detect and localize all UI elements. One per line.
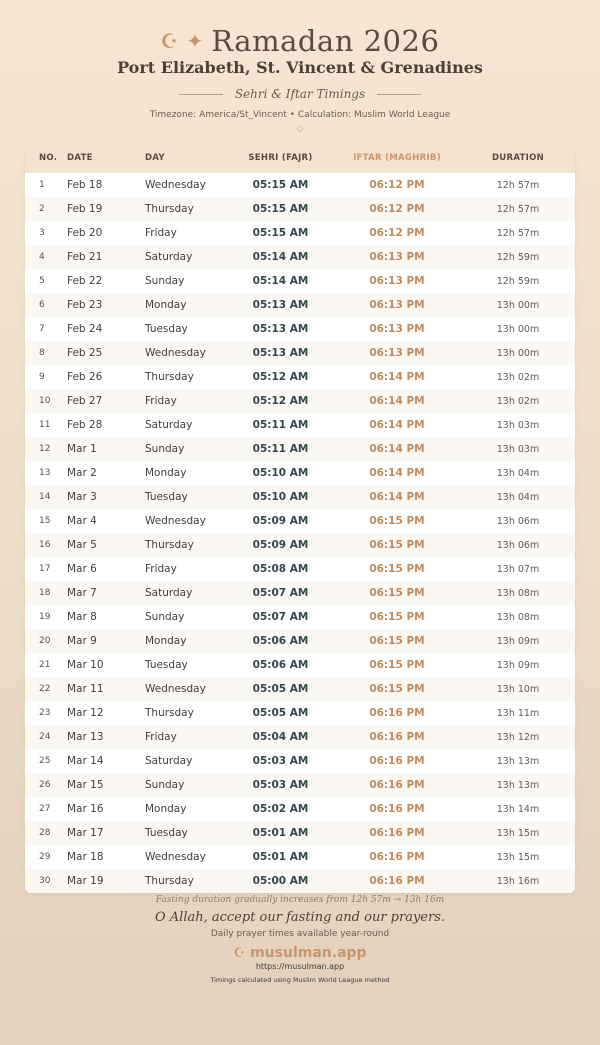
row-iftar-time: 06:13 PM [369, 347, 425, 359]
table-row [25, 221, 575, 245]
row-number: 4 [39, 252, 45, 262]
row-day: Wednesday [145, 515, 206, 527]
row-sehri-time: 05:08 AM [252, 563, 309, 575]
row-sehri-time: 05:00 AM [252, 875, 309, 887]
row-sehri-time: 05:04 AM [252, 731, 309, 743]
row-duration: 13h 09m [496, 659, 540, 671]
row-duration: 13h 00m [496, 299, 540, 311]
row-iftar-time: 06:16 PM [369, 803, 425, 815]
row-day: Wednesday [145, 683, 206, 695]
table-row [25, 797, 575, 821]
table-row [25, 629, 575, 653]
page-header [0, 0, 600, 134]
row-duration: 13h 16m [496, 875, 540, 887]
location-title: Port Elizabeth, St. Vincent & Grenadines [117, 58, 483, 77]
duration-note: Fasting duration gradually increases from 12h 57m → 13h 16m [155, 895, 445, 905]
table-row [25, 173, 575, 197]
row-day: Monday [145, 467, 187, 479]
row-number: 5 [39, 276, 45, 286]
row-duration: 12h 57m [496, 179, 540, 191]
row-duration: 13h 09m [496, 635, 540, 647]
crescent-logo-icon: ☪ [233, 945, 246, 961]
row-sehri-time: 05:15 AM [252, 203, 309, 215]
row-number: 26 [39, 780, 51, 790]
table-row [25, 773, 575, 797]
row-day: Thursday [145, 371, 194, 383]
table-body [25, 173, 575, 893]
brand-row [0, 945, 600, 961]
timezone-meta: Timezone: America/St_Vincent • Calculation: Muslim World League [149, 110, 451, 120]
row-sehri-time: 05:11 AM [252, 419, 309, 431]
table-row [25, 317, 575, 341]
row-duration: 13h 03m [496, 443, 540, 455]
row-date: Feb 26 [67, 371, 103, 383]
row-date: Mar 4 [67, 515, 97, 527]
table-row [25, 509, 575, 533]
row-date: Mar 13 [67, 731, 104, 743]
table-row [25, 557, 575, 581]
column-header-iftar: IFTAR (MAGHRIB) [353, 153, 441, 163]
row-iftar-time: 06:14 PM [369, 491, 425, 503]
row-number: 22 [39, 684, 51, 694]
row-sehri-time: 05:13 AM [252, 323, 309, 335]
brand-url[interactable]: https://musulman.app [255, 962, 345, 971]
row-sehri-time: 05:15 AM [252, 179, 309, 191]
table-row [25, 869, 575, 893]
row-duration: 13h 11m [496, 707, 540, 719]
star-icon: ✦ [186, 29, 204, 53]
table-row [25, 749, 575, 773]
row-date: Feb 23 [67, 299, 103, 311]
column-header-no: NO. [39, 153, 58, 163]
row-iftar-time: 06:16 PM [369, 731, 425, 743]
row-date: Feb 25 [67, 347, 103, 359]
brand-name: musulman.app [250, 945, 367, 961]
row-iftar-time: 06:15 PM [369, 635, 425, 647]
row-date: Mar 14 [67, 755, 104, 767]
row-date: Mar 18 [67, 851, 104, 863]
row-sehri-time: 05:07 AM [252, 611, 309, 623]
row-iftar-time: 06:14 PM [369, 419, 425, 431]
row-date: Mar 6 [67, 563, 97, 575]
prayer-text: O Allah, accept our fasting and our prayers. [154, 910, 446, 925]
row-number: 7 [39, 324, 45, 334]
row-day: Wednesday [145, 179, 206, 191]
row-day: Saturday [145, 251, 193, 263]
row-number: 11 [39, 420, 51, 430]
row-number: 24 [39, 732, 51, 742]
row-number: 18 [39, 588, 51, 598]
row-number: 15 [39, 516, 51, 526]
row-sehri-time: 05:15 AM [252, 227, 309, 239]
row-number: 6 [39, 300, 45, 310]
table-row [25, 821, 575, 845]
row-duration: 13h 12m [496, 731, 540, 743]
row-sehri-time: 05:07 AM [252, 587, 309, 599]
row-day: Monday [145, 803, 187, 815]
row-sehri-time: 05:13 AM [252, 347, 309, 359]
row-day: Tuesday [145, 827, 188, 839]
row-iftar-time: 06:16 PM [369, 779, 425, 791]
row-sehri-time: 05:13 AM [252, 299, 309, 311]
row-number: 29 [39, 852, 51, 862]
row-duration: 13h 04m [496, 491, 540, 503]
row-iftar-time: 06:15 PM [369, 611, 425, 623]
row-iftar-time: 06:15 PM [369, 563, 425, 575]
row-sehri-time: 05:12 AM [252, 395, 309, 407]
row-iftar-time: 06:12 PM [369, 227, 425, 239]
row-date: Mar 15 [67, 779, 104, 791]
column-header-day: DAY [145, 153, 165, 163]
diamond-icon: ◇ [296, 124, 304, 134]
row-duration: 13h 15m [496, 851, 540, 863]
row-number: 21 [39, 660, 51, 670]
crescent-icon: ☪ [160, 29, 179, 53]
row-iftar-time: 06:14 PM [369, 395, 425, 407]
table-row [25, 413, 575, 437]
row-day: Friday [145, 563, 177, 575]
row-day: Wednesday [145, 347, 206, 359]
row-iftar-time: 06:14 PM [369, 467, 425, 479]
row-number: 20 [39, 636, 51, 646]
row-iftar-time: 06:13 PM [369, 275, 425, 287]
row-sehri-time: 05:05 AM [252, 683, 309, 695]
row-day: Thursday [145, 875, 194, 887]
page-title: Ramadan 2026 [211, 24, 440, 58]
table-row [25, 725, 575, 749]
left-divider [179, 94, 223, 95]
table-row [25, 269, 575, 293]
row-sehri-time: 05:02 AM [252, 803, 309, 815]
row-date: Feb 21 [67, 251, 103, 263]
row-day: Saturday [145, 587, 193, 599]
row-duration: 13h 08m [496, 587, 540, 599]
row-date: Feb 18 [67, 179, 103, 191]
row-iftar-time: 06:14 PM [369, 443, 425, 455]
table-row [25, 533, 575, 557]
row-day: Sunday [145, 779, 185, 791]
row-sehri-time: 05:03 AM [252, 755, 309, 767]
row-iftar-time: 06:12 PM [369, 179, 425, 191]
row-day: Tuesday [145, 659, 188, 671]
row-sehri-time: 05:14 AM [252, 275, 309, 287]
row-day: Monday [145, 635, 187, 647]
row-iftar-time: 06:13 PM [369, 251, 425, 263]
table-row [25, 197, 575, 221]
title-row [0, 24, 600, 58]
table-row [25, 677, 575, 701]
row-day: Saturday [145, 755, 193, 767]
row-number: 25 [39, 756, 51, 766]
row-date: Mar 19 [67, 875, 104, 887]
table-row [25, 485, 575, 509]
row-date: Mar 2 [67, 467, 97, 479]
row-date: Feb 19 [67, 203, 103, 215]
row-day: Friday [145, 227, 177, 239]
row-number: 10 [39, 396, 51, 406]
row-iftar-time: 06:12 PM [369, 203, 425, 215]
row-iftar-time: 06:15 PM [369, 587, 425, 599]
row-iftar-time: 06:16 PM [369, 827, 425, 839]
row-date: Mar 1 [67, 443, 97, 455]
row-date: Mar 9 [67, 635, 97, 647]
row-sehri-time: 05:03 AM [252, 779, 309, 791]
row-duration: 12h 59m [496, 275, 540, 287]
row-duration: 13h 02m [496, 395, 540, 407]
row-sehri-time: 05:14 AM [252, 251, 309, 263]
row-date: Feb 20 [67, 227, 103, 239]
row-sehri-time: 05:06 AM [252, 635, 309, 647]
row-duration: 13h 02m [496, 371, 540, 383]
row-iftar-time: 06:13 PM [369, 323, 425, 335]
row-iftar-time: 06:16 PM [369, 851, 425, 863]
subtitle: Sehri & Iftar Timings [234, 87, 366, 101]
row-number: 13 [39, 468, 51, 478]
row-date: Feb 24 [67, 323, 103, 335]
row-sehri-time: 05:01 AM [252, 851, 309, 863]
row-duration: 12h 59m [496, 251, 540, 263]
row-duration: 13h 04m [496, 467, 540, 479]
row-duration: 13h 06m [496, 539, 540, 551]
row-day: Thursday [145, 203, 194, 215]
row-date: Mar 8 [67, 611, 97, 623]
row-number: 23 [39, 708, 51, 718]
row-sehri-time: 05:09 AM [252, 539, 309, 551]
table-row [25, 701, 575, 725]
row-day: Tuesday [145, 323, 188, 335]
row-duration: 13h 07m [496, 563, 540, 575]
row-number: 8 [39, 348, 45, 358]
row-duration: 13h 13m [496, 755, 540, 767]
table-row [25, 605, 575, 629]
row-duration: 13h 06m [496, 515, 540, 527]
row-number: 28 [39, 828, 51, 838]
table-row [25, 845, 575, 869]
table-row [25, 461, 575, 485]
right-divider [377, 94, 421, 95]
row-date: Mar 7 [67, 587, 97, 599]
row-number: 3 [39, 228, 45, 238]
page-footer [0, 895, 600, 984]
row-number: 12 [39, 444, 51, 454]
row-sehri-time: 05:06 AM [252, 659, 309, 671]
row-number: 16 [39, 540, 51, 550]
row-number: 17 [39, 564, 51, 574]
table-header [25, 143, 575, 173]
row-date: Mar 12 [67, 707, 104, 719]
table-row [25, 653, 575, 677]
row-number: 30 [39, 876, 51, 886]
row-day: Thursday [145, 707, 194, 719]
row-date: Mar 10 [67, 659, 104, 671]
row-duration: 13h 08m [496, 611, 540, 623]
row-duration: 12h 57m [496, 227, 540, 239]
row-number: 14 [39, 492, 51, 502]
row-sehri-time: 05:11 AM [252, 443, 309, 455]
row-number: 2 [39, 204, 45, 214]
row-duration: 13h 00m [496, 347, 540, 359]
row-day: Sunday [145, 443, 185, 455]
row-day: Friday [145, 395, 177, 407]
row-number: 9 [39, 372, 45, 382]
row-day: Tuesday [145, 491, 188, 503]
row-iftar-time: 06:16 PM [369, 707, 425, 719]
row-iftar-time: 06:15 PM [369, 683, 425, 695]
row-iftar-time: 06:14 PM [369, 371, 425, 383]
row-sehri-time: 05:09 AM [252, 515, 309, 527]
row-duration: 13h 03m [496, 419, 540, 431]
column-header-date: DATE [67, 153, 93, 163]
row-sehri-time: 05:05 AM [252, 707, 309, 719]
row-sehri-time: 05:10 AM [252, 467, 309, 479]
row-day: Sunday [145, 275, 185, 287]
row-iftar-time: 06:16 PM [369, 875, 425, 887]
row-sehri-time: 05:12 AM [252, 371, 309, 383]
row-sehri-time: 05:10 AM [252, 491, 309, 503]
year-round-text: Daily prayer times available year-round [210, 929, 390, 939]
row-day: Monday [145, 299, 187, 311]
row-iftar-time: 06:13 PM [369, 299, 425, 311]
row-iftar-time: 06:15 PM [369, 515, 425, 527]
row-duration: 13h 10m [496, 683, 540, 695]
calculation-note: Timings calculated using Muslim World League method [210, 976, 390, 984]
table-row [25, 365, 575, 389]
row-date: Feb 22 [67, 275, 103, 287]
row-duration: 13h 13m [496, 779, 540, 791]
row-sehri-time: 05:01 AM [252, 827, 309, 839]
row-date: Mar 3 [67, 491, 97, 503]
row-day: Thursday [145, 539, 194, 551]
row-day: Friday [145, 731, 177, 743]
timings-table [25, 143, 575, 893]
column-header-duration: DURATION [491, 153, 545, 163]
table-row [25, 341, 575, 365]
row-duration: 13h 00m [496, 323, 540, 335]
row-day: Wednesday [145, 851, 206, 863]
row-date: Mar 17 [67, 827, 104, 839]
row-duration: 13h 14m [496, 803, 540, 815]
row-iftar-time: 06:15 PM [369, 539, 425, 551]
row-date: Mar 16 [67, 803, 104, 815]
row-number: 19 [39, 612, 51, 622]
row-date: Feb 27 [67, 395, 103, 407]
table-row [25, 437, 575, 461]
column-header-sehri: SEHRI (FAJR) [248, 153, 313, 163]
table-row [25, 389, 575, 413]
table-row [25, 245, 575, 269]
table-row [25, 293, 575, 317]
row-day: Sunday [145, 611, 185, 623]
row-number: 1 [39, 180, 45, 190]
row-date: Mar 11 [67, 683, 104, 695]
table-row [25, 581, 575, 605]
row-number: 27 [39, 804, 51, 814]
row-iftar-time: 06:15 PM [369, 659, 425, 671]
row-iftar-time: 06:16 PM [369, 755, 425, 767]
row-date: Mar 5 [67, 539, 97, 551]
row-duration: 12h 57m [496, 203, 540, 215]
subtitle-row [0, 87, 600, 101]
row-duration: 13h 15m [496, 827, 540, 839]
row-day: Saturday [145, 419, 193, 431]
row-date: Feb 28 [67, 419, 103, 431]
